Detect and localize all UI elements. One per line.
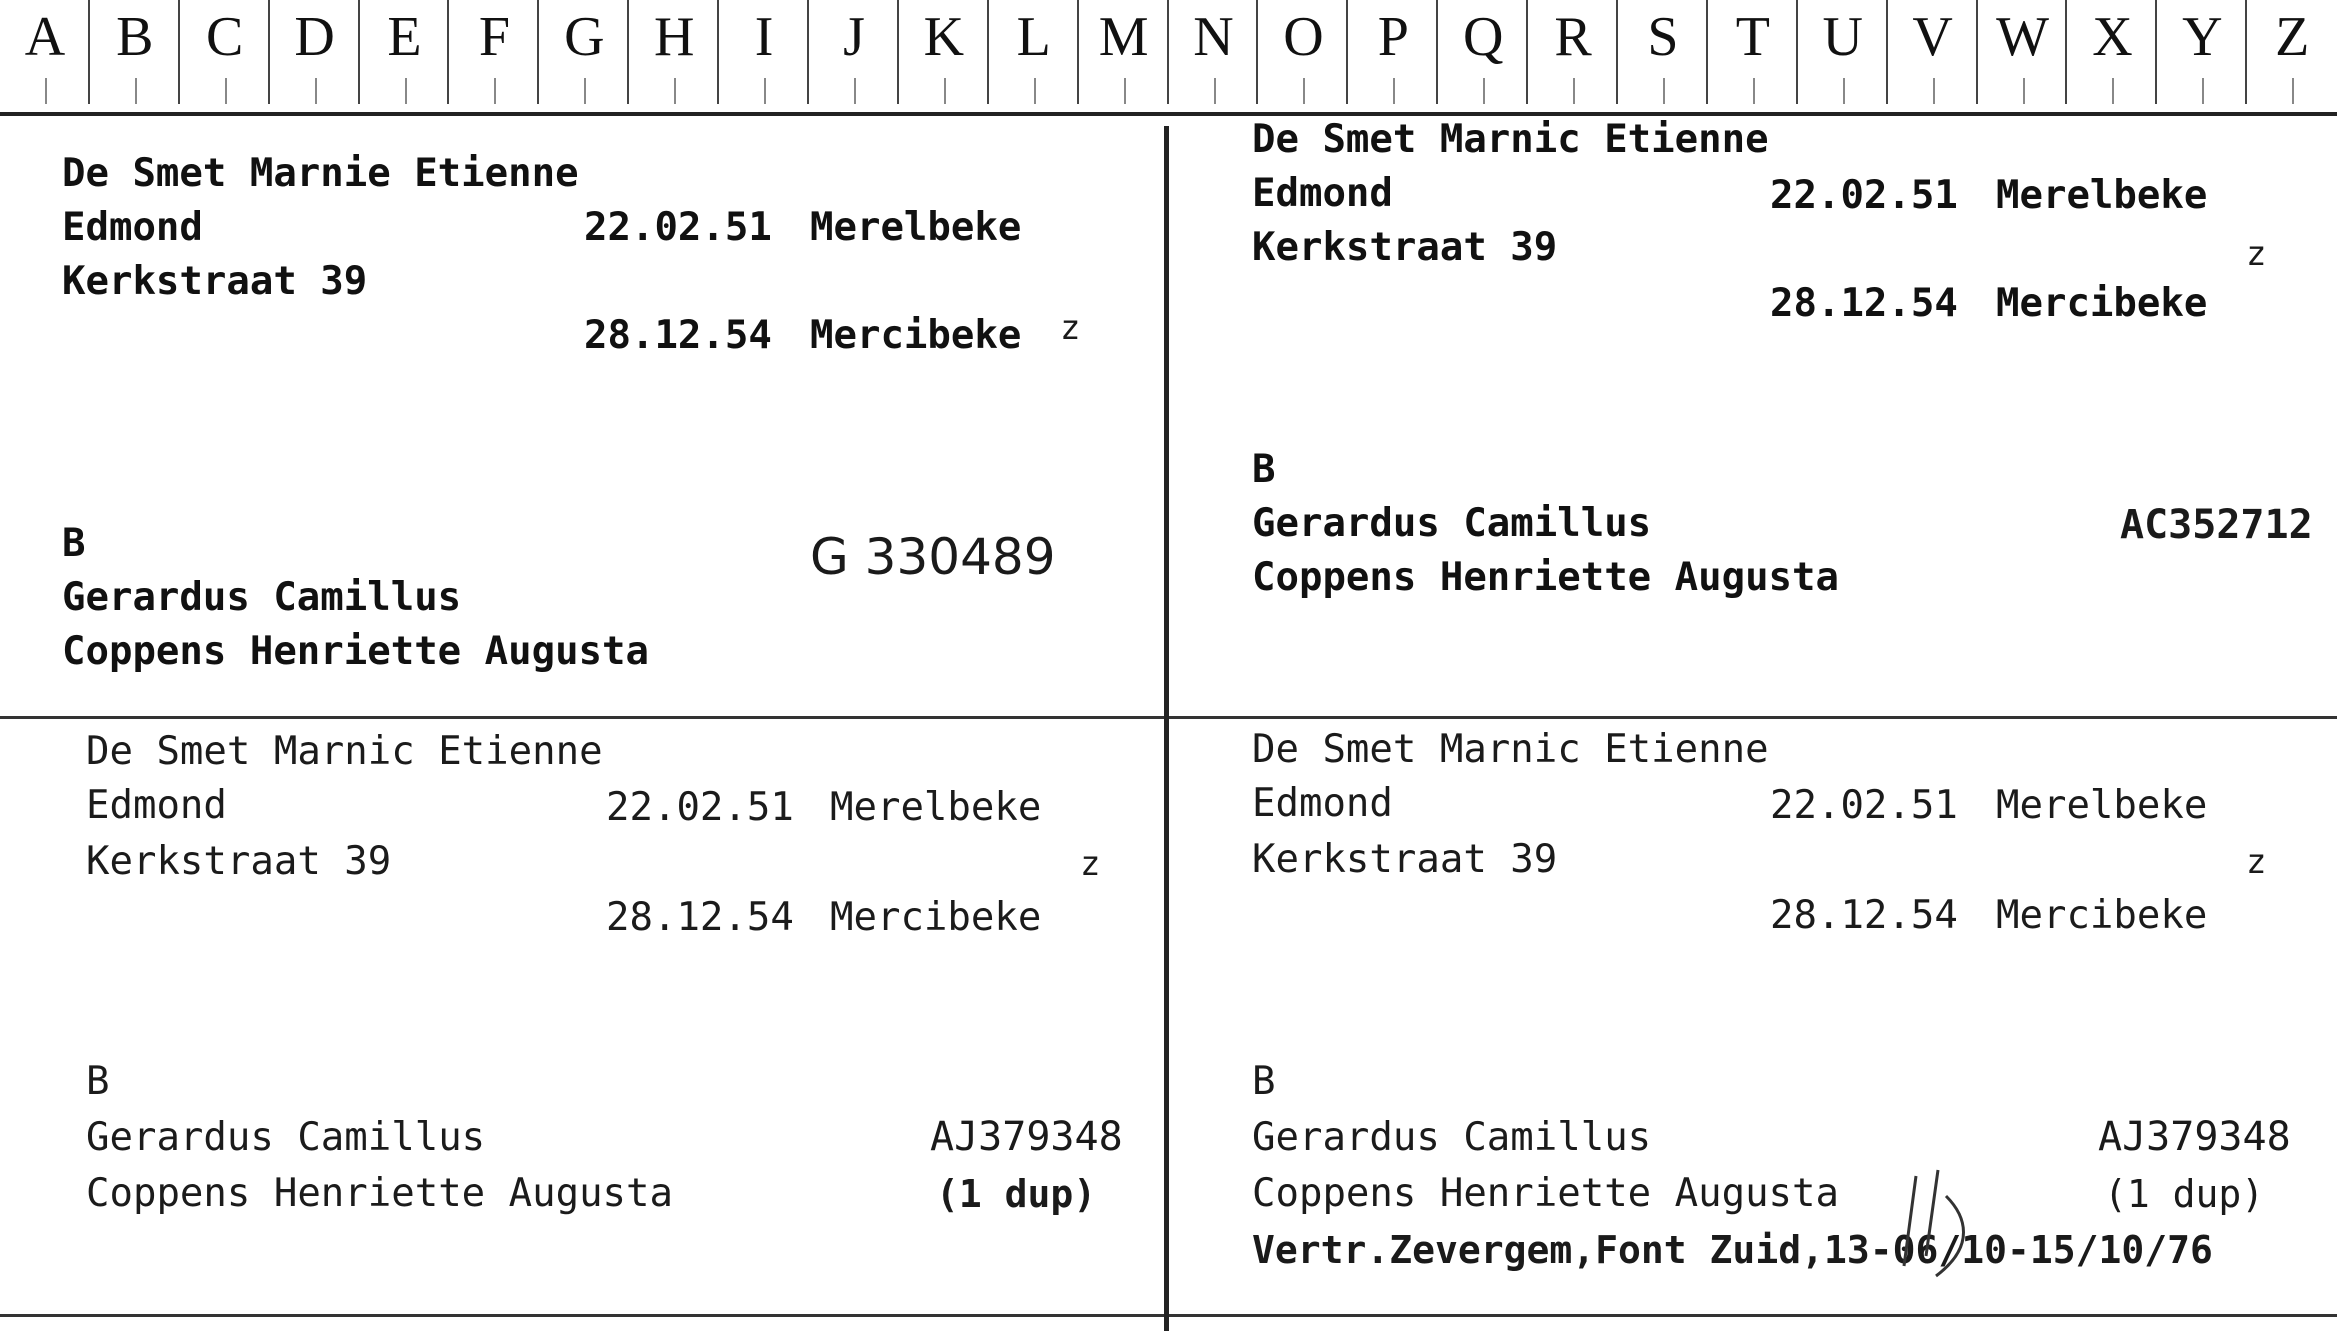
card-name-line: De Smet Marnic Etienne (1252, 117, 1769, 162)
card-mother: Coppens Henriette Augusta (1252, 555, 1839, 600)
card-doc-number: AJ379348 (2098, 1114, 2291, 1160)
card-birth-place: Merelbeke (1996, 173, 2208, 218)
alpha-letter: V (1888, 0, 1978, 112)
alphabet-index-strip (0, 0, 2337, 116)
alpha-letter: P (1348, 0, 1438, 112)
card-birth-date: 22.02.51 (1770, 783, 1958, 828)
record-card-top-left (62, 150, 1182, 720)
card-mark: z (2246, 842, 2267, 882)
alpha-letter: A (0, 0, 90, 112)
card-residence-date: 28.12.54 (1770, 893, 1958, 938)
alpha-letter: S (1618, 0, 1708, 112)
alpha-letter: Q (1438, 0, 1528, 112)
card-second-name: Edmond (1252, 781, 1393, 826)
alpha-letter: J (809, 0, 899, 112)
card-address: Kerkstraat 39 (86, 839, 392, 884)
alpha-letter: T (1708, 0, 1798, 112)
alpha-letter: U (1798, 0, 1888, 112)
card-birth-place: Merelbeke (830, 785, 1042, 830)
record-card-bottom-right (1252, 726, 2337, 1296)
card-address: Kerkstraat 39 (1252, 225, 1558, 270)
alpha-letter: Y (2157, 0, 2247, 112)
alpha-letter: N (1169, 0, 1259, 112)
card-residence-place: Mercibeke (830, 895, 1042, 940)
bottom-rule (0, 1314, 1164, 1317)
card-residence-date: 28.12.54 (606, 895, 794, 940)
card-address: Kerkstraat 39 (1252, 837, 1558, 882)
alpha-letter: H (629, 0, 719, 112)
card-doc-number: AC352712 (2120, 502, 2313, 548)
card-second-name: Edmond (1252, 171, 1393, 216)
alpha-letter: F (449, 0, 539, 112)
card-residence-place: Mercibeke (1996, 893, 2208, 938)
alpha-letter: E (360, 0, 450, 112)
card-mark: z (2246, 234, 2267, 274)
card-mother: Coppens Henriette Augusta (1252, 1171, 1839, 1216)
card-residence-date: 28.12.54 (1770, 281, 1958, 326)
card-nationality: B (62, 521, 86, 566)
horizontal-divider (1169, 716, 2337, 719)
alpha-letter: G (539, 0, 629, 112)
card-transfer-note: Vertr.Zevergem,Font Zuid,13-06/10-15/10/76 (1252, 1228, 2213, 1272)
card-name-line: De Smet Marnie Etienne (62, 151, 579, 196)
card-dup-note: (1 dup) (2104, 1172, 2265, 1216)
card-mark: z (1060, 308, 1081, 348)
alpha-letter: O (1258, 0, 1348, 112)
card-second-name: Edmond (86, 783, 227, 828)
alpha-letter: R (1528, 0, 1618, 112)
alpha-letter: L (989, 0, 1079, 112)
card-doc-number: AJ379348 (930, 1114, 1123, 1160)
card-birth-place: Merelbeke (1996, 783, 2208, 828)
card-birth-date: 22.02.51 (584, 205, 772, 250)
alpha-letter: M (1079, 0, 1169, 112)
card-nationality: B (1252, 447, 1276, 492)
card-birth-date: 22.02.51 (1770, 173, 1958, 218)
alpha-letter: D (270, 0, 360, 112)
handwritten-scribble-icon (1886, 1156, 2016, 1286)
card-address: Kerkstraat 39 (62, 259, 368, 304)
card-name-line: De Smet Marnic Etienne (86, 729, 603, 774)
card-second-name: Edmond (62, 205, 203, 250)
card-mother: Coppens Henriette Augusta (86, 1171, 673, 1216)
card-mark: z (1080, 844, 1101, 884)
card-doc-number: G 330489 (810, 528, 1056, 586)
card-nationality: B (1252, 1059, 1276, 1104)
card-dup-note: (1 dup) (936, 1172, 1097, 1216)
record-card-grid (0, 116, 2337, 1331)
record-card-bottom-left (86, 728, 1206, 1298)
alpha-letter: Z (2247, 0, 2337, 112)
record-card-top-right (1252, 116, 2337, 686)
card-mother: Coppens Henriette Augusta (62, 629, 649, 674)
bottom-rule (1169, 1314, 2337, 1317)
card-name-line: De Smet Marnic Etienne (1252, 727, 1769, 772)
alpha-letter: K (899, 0, 989, 112)
card-residence-place: Mercibeke (1996, 281, 2208, 326)
alpha-letter: W (1978, 0, 2068, 112)
card-residence-date: 28.12.54 (584, 313, 772, 358)
card-residence-place: Mercibeke (810, 313, 1022, 358)
card-father: Gerardus Camillus (1252, 501, 1652, 546)
card-birth-place: Merelbeke (810, 205, 1022, 250)
card-birth-date: 22.02.51 (606, 785, 794, 830)
alpha-letter: X (2067, 0, 2157, 112)
alpha-letter: C (180, 0, 270, 112)
alpha-letter: I (719, 0, 809, 112)
card-nationality: B (86, 1059, 110, 1104)
alpha-letter: B (90, 0, 180, 112)
card-father: Gerardus Camillus (62, 575, 462, 620)
card-father: Gerardus Camillus (86, 1115, 486, 1160)
card-father: Gerardus Camillus (1252, 1115, 1652, 1160)
